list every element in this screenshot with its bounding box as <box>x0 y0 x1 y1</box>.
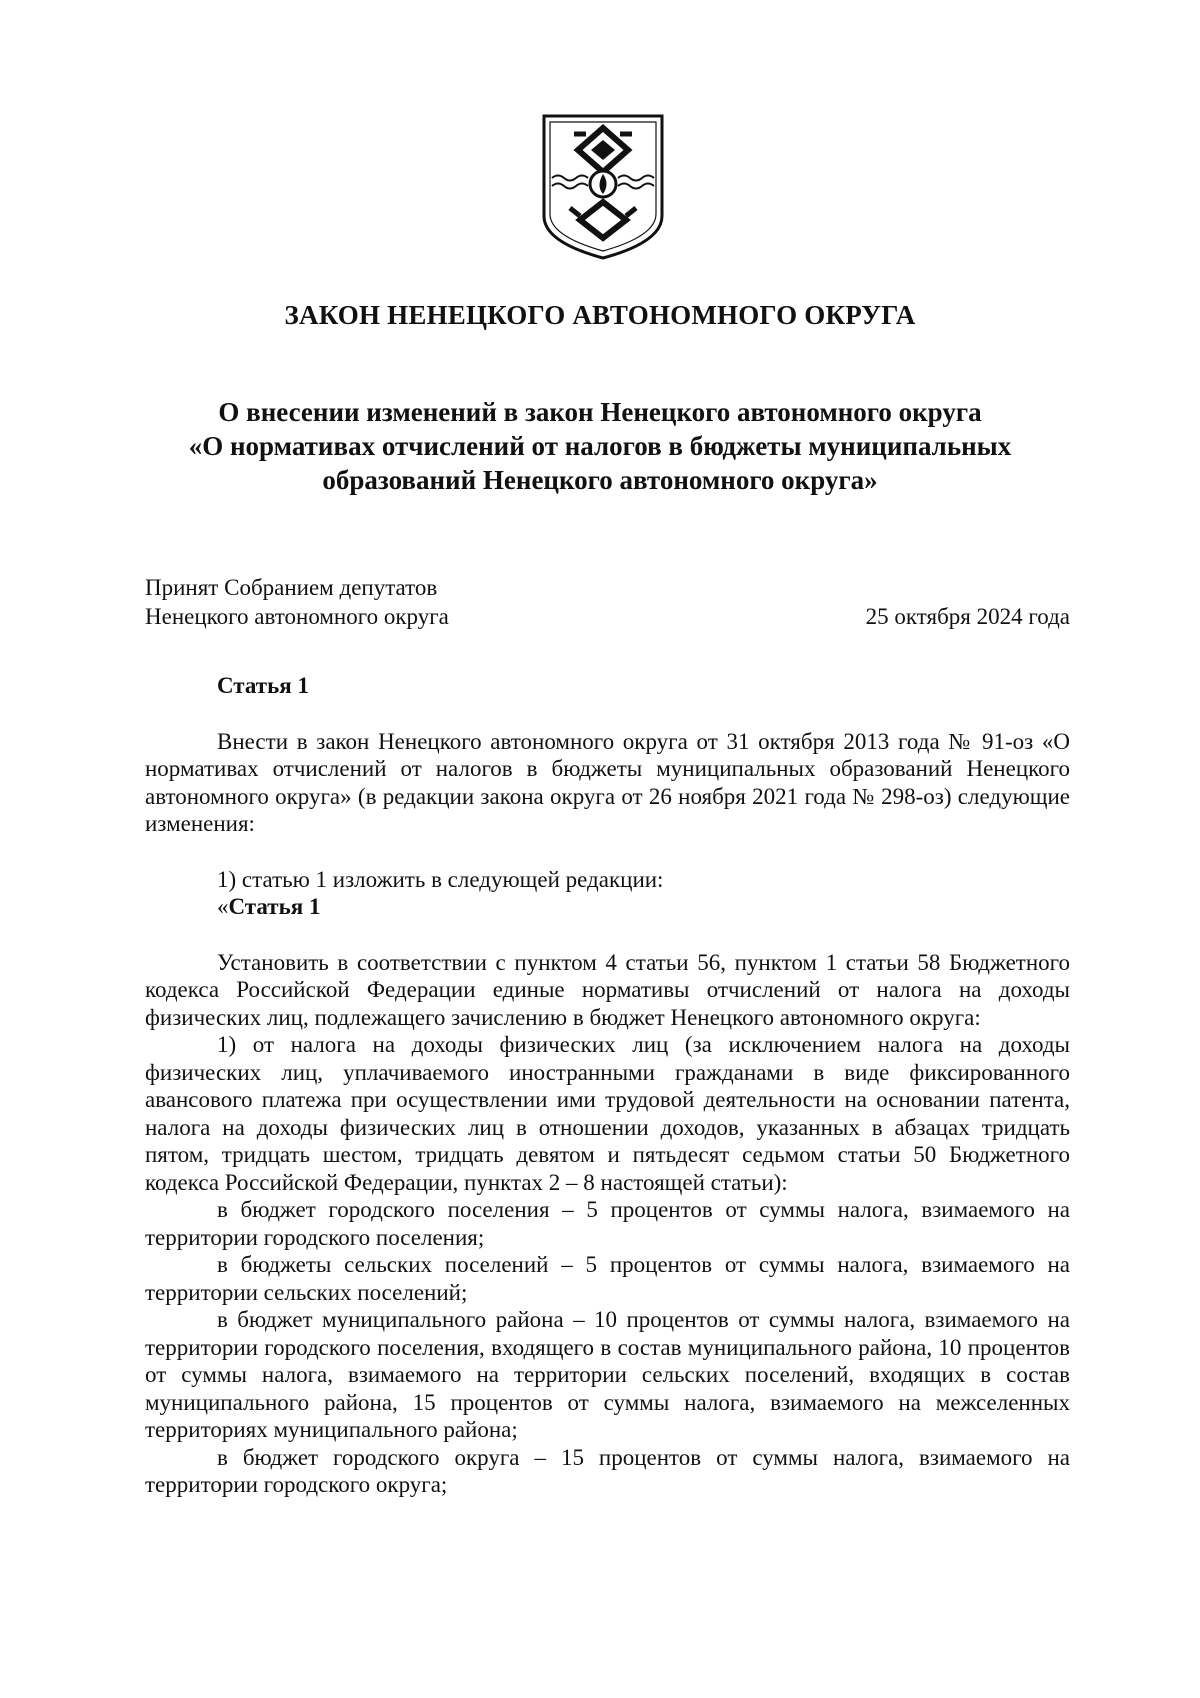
paragraph: в бюджет городского округа – 15 процентов от суммы налога, взимаемого на территории городского округа; <box>145 1444 1070 1497</box>
paragraph: в бюджет городского поселения – 5 процентов от суммы налога, взимаемого на территории городского поселения; <box>145 1197 1070 1250</box>
adoption-block <box>145 573 1070 631</box>
law-subject <box>150 395 1050 497</box>
paragraph: в бюджеты сельских поселений – 5 процентов от суммы налога, взимаемого на территории сельских поселений; <box>145 1252 1070 1305</box>
adoption-line: Ненецкого автономного округа <box>145 604 449 629</box>
paragraph: Установить в соответствии с пунктом 4 статьи 56, пунктом 1 статьи 58 Бюджетного кодекса Российской Федерации единые нормативы отчислений от налога на доходы физических лиц, подлежащего зачислению в бюджет Ненецкого автономного округа: <box>145 949 1070 1030</box>
subject-line: образований Ненецкого автономного округа» <box>322 465 878 495</box>
law-body <box>145 672 1070 1499</box>
coat-of-arms-nenets-icon <box>540 112 666 262</box>
paragraph: 1) от налога на доходы физических лиц (за исключением налога на доходы физических лиц, уплачиваемого иностранными гражданами в виде фиксированного авансового платежа при осуществлении ими трудовой деятельности на основании патента, налога на доходы физических лиц в отношении доходов, указанных в абзацах тридцать пятом, тридцать шестом, тридцать девятом и пятьдесят седьмом статьи 50 Бюджетного кодекса Российской Федерации, пунктах 2 – 8 настоящей статьи): <box>145 1032 1070 1195</box>
paragraph: Внести в закон Ненецкого автономного округа от 31 октября 2013 года № 91-оз «О нормативах отчислений от налогов в бюджеты муниципальных образований Ненецкого автономного округа» (в редакции закона округа от 26 ноября 2021 года № 298-оз) следующие изменения: <box>145 728 1070 836</box>
subject-line: О внесении изменений в закон Ненецкого автономного округа <box>218 397 982 427</box>
paragraph: 1) статью 1 изложить в следующей редакции: <box>217 866 664 892</box>
quoted-article-heading: «Статья 1 <box>217 894 321 919</box>
article-heading: Статья 1 <box>217 673 309 698</box>
adoption-line: Принят Собранием депутатов <box>145 575 438 600</box>
paragraph: в бюджет муниципального района – 10 процентов от суммы налога, взимаемого на территории городского поселения, входящего в состав муниципального района, 10 процентов от суммы налога, взимаемого на территории сельских поселений, входящих в состав муниципального района, 15 процентов от суммы налога, взимаемого на межселенных территориях муниципального района; <box>145 1307 1070 1442</box>
adoption-date: 25 октября 2024 года <box>865 604 1070 629</box>
subject-line: «О нормативах отчислений от налогов в бюджеты муниципальных <box>188 431 1012 461</box>
law-title: ЗАКОН НЕНЕЦКОГО АВТОНОМНОГО ОКРУГА <box>284 300 916 330</box>
